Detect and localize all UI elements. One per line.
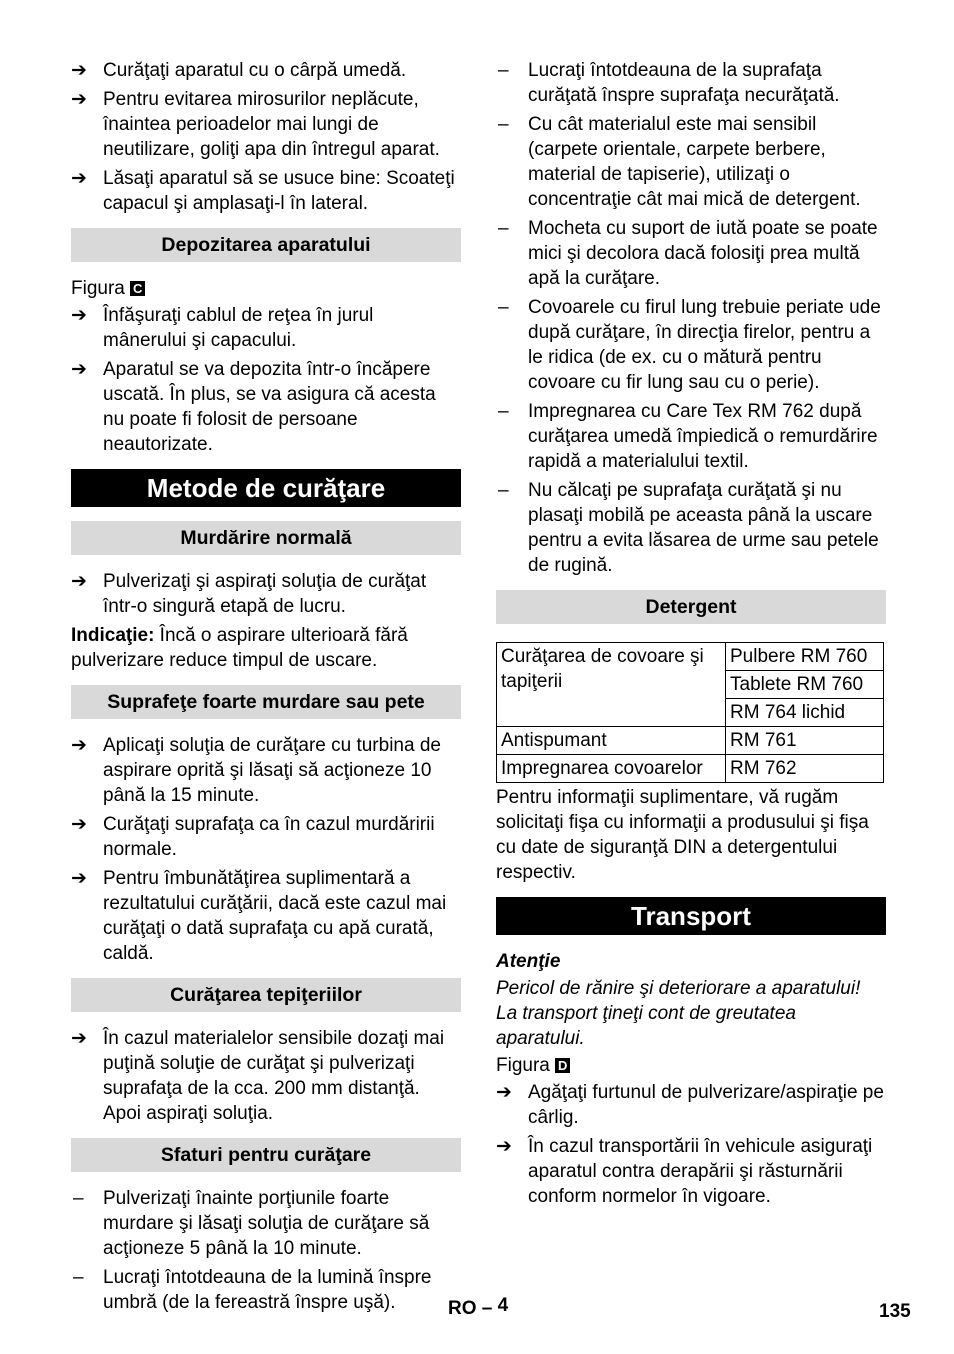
warning-text: Pericol de rănire şi deteriorare a aparatului! La transport ţineţi cont de greutatea aparatului. <box>496 978 861 1049</box>
list-item: ➔ Pentru îmbunătăţirea suplimentară a rezultatului curăţării, dacă este cazul mai curăţaţi o dată suprafaţa cu apă curată, caldă. <box>71 868 447 964</box>
list-item: ➔ Aplicaţi soluţia de curăţare cu turbina de aspirare oprită şi lăsaţi să acţioneze 10 până la 15 minute. <box>71 735 441 806</box>
section-heading-normal: Murdărire normală <box>71 521 461 555</box>
warning-title: Atenţie <box>496 951 561 972</box>
dash-marker: – <box>73 1188 84 1209</box>
footer-language-page: RO – 4 <box>448 1295 509 1319</box>
table-cell: RM 761 <box>726 727 884 755</box>
arrow-icon: ➔ <box>71 735 87 756</box>
arrow-icon: ➔ <box>71 571 87 592</box>
list-item: – Lucraţi întotdeauna de la lumină înspre umbră (de la fereastră înspre uşă). <box>73 1267 432 1313</box>
table-cell: Impregnarea covoarelor <box>497 755 726 783</box>
list-item: ➔ În cazul materialelor sensibile dozaţi mai puţină soluţie de curăţat şi pulverizaţi suprafaţa de la cca. 200 mm distanţă. Apoi aspiraţi soluţia. <box>71 1028 445 1124</box>
arrow-icon: ➔ <box>496 1082 512 1103</box>
section-heading-storage: Depozitarea aparatului <box>71 228 461 262</box>
list-item: – Lucraţi întotdeauna de la suprafaţa curăţată înspre suprafaţa necurăţată. <box>498 60 840 106</box>
section-heading-detergent: Detergent <box>496 590 886 624</box>
table-cell: RM 762 <box>726 755 884 783</box>
arrow-icon: ➔ <box>71 60 87 81</box>
detergent-info: Pentru informaţii suplimentare, vă rugăm solicitaţi fişa cu informaţii a produsului şi fişa cu date de siguranţă DIN a detergentului respectiv. <box>496 787 869 883</box>
list-item: – Pulverizaţi înainte porţiunile foarte murdare şi lăsaţi soluţia de curăţare să acţioneze 5 până la 10 minute. <box>73 1188 430 1259</box>
left-column <box>71 58 461 1319</box>
figure-letter-badge: D <box>555 1058 570 1073</box>
section-heading-dirty: Suprafeţe foarte murdare sau pete <box>71 685 461 719</box>
dash-marker: – <box>498 218 509 239</box>
figure-reference: Figura C <box>71 276 461 301</box>
list-item: ➔ Pulverizaţi şi aspiraţi soluţia de curăţat într-o singură etapă de lucru. <box>71 571 427 617</box>
arrow-icon: ➔ <box>71 359 87 380</box>
section-heading-upholstery: Curăţarea tepiţeriilor <box>71 978 461 1012</box>
table-row <box>497 643 884 671</box>
list-item: ➔ Aparatul se va depozita într-o încăpere uscată. În plus, se va asigura că acesta nu poate fi folosit de persoane neautorizate. <box>71 359 436 455</box>
chapter-title-methods: Metode de curăţare <box>71 469 461 507</box>
list-item: ➔ Curăţaţi suprafaţa ca în cazul murdăririi normale. <box>71 814 435 860</box>
chapter-title-transport: Transport <box>496 897 886 935</box>
table-cell: Curăţarea de covoare şi tapiţerii <box>497 643 726 727</box>
arrow-icon: ➔ <box>71 89 87 110</box>
list-item: ➔ Pentru evitarea mirosurilor neplăcute, înaintea perioadelor mai lungi de neutilizare, goliţi apa din întregul aparat. <box>71 89 440 160</box>
table-row <box>497 727 884 755</box>
section-heading-tips: Sfaturi pentru curăţare <box>71 1138 461 1172</box>
dash-marker: – <box>498 480 509 501</box>
dash-marker: – <box>498 297 509 318</box>
arrow-icon: ➔ <box>71 1028 87 1049</box>
detergent-table <box>496 642 884 783</box>
dash-marker: – <box>498 401 509 422</box>
arrow-icon: ➔ <box>71 868 87 889</box>
footer-page-number: 135 <box>879 1301 911 1322</box>
dash-marker: – <box>73 1267 84 1288</box>
table-cell: Tablete RM 760 <box>726 671 884 699</box>
list-item: ➔ Agăţaţi furtunul de pulverizare/aspiraţie pe cârlig. <box>496 1082 884 1128</box>
arrow-icon: ➔ <box>71 168 87 189</box>
table-cell: RM 764 lichid <box>726 699 884 727</box>
list-item: ➔ Înfăşuraţi cablul de reţea în jurul mânerului şi capacului. <box>71 305 374 351</box>
table-row <box>497 755 884 783</box>
dash-marker: – <box>498 60 509 81</box>
dash-marker: – <box>498 114 509 135</box>
note: Indicaţie: Încă o aspirare ulterioară fără pulverizare reduce timpul de uscare. <box>71 625 408 671</box>
list-item: – Covoarele cu firul lung trebuie periate ude după curăţare, în direcţia firelor, pentru a le ridica (de ex. cu o mătură pentru covoare cu fir lung sau cu o perie). <box>498 297 881 393</box>
figure-reference: Figura D <box>496 1053 886 1078</box>
table-cell: Pulbere RM 760 <box>726 643 884 671</box>
list-item: – Impregnarea cu Care Tex RM 762 după curăţarea umedă împiedică o remurdărire rapidă a materialului textil. <box>498 401 878 472</box>
arrow-icon: ➔ <box>496 1136 512 1157</box>
list-item: – Mocheta cu suport de iută poate se poate mici şi decolora dacă folosiţi prea multă apă la curăţare. <box>498 218 878 289</box>
list-item: ➔ În cazul transportării în vehicule asiguraţi aparatul contra derapării şi răsturnării conform normelor în vigoare. <box>496 1136 873 1207</box>
list-item: – Nu călcaţi pe suprafaţa curăţată şi nu plasaţi mobilă pe aceasta până la uscare pentru a evita lăsarea de urme sau petele de rugină. <box>498 480 879 576</box>
list-item: ➔ Lăsaţi aparatul să se usuce bine: Scoateţi capacul şi amplasaţi-l în lateral. <box>71 168 455 214</box>
figure-letter-badge: C <box>130 281 145 296</box>
table-cell: Antispumant <box>497 727 726 755</box>
arrow-icon: ➔ <box>71 305 87 326</box>
arrow-icon: ➔ <box>71 814 87 835</box>
list-item: ➔ Curăţaţi aparatul cu o cârpă umedă. <box>71 60 407 81</box>
right-column <box>496 58 886 1213</box>
list-item: – Cu cât materialul este mai sensibil (carpete orientale, carpete berbere, material de tapiserie), utilizaţi o concentraţie cât mai mică de detergent. <box>498 114 861 210</box>
